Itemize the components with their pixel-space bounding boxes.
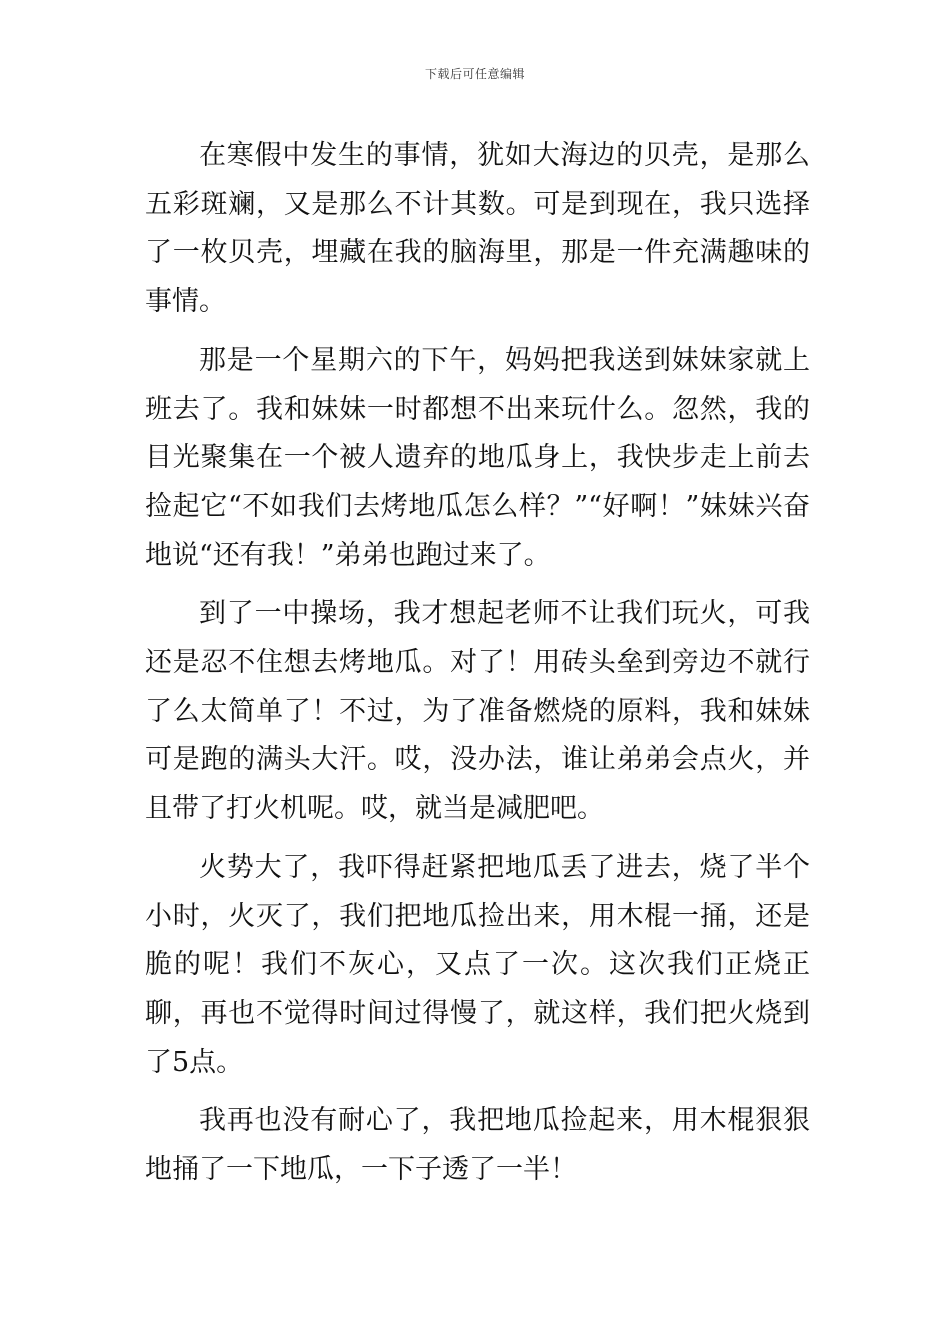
- paragraph-2: 那是一个星期六的下午，妈妈把我送到妹妹家就上班去了。我和妹妹一时都想不出来玩什么。忽然，我的目光聚集在一个被人遗弃的地瓜身上，我快步走上前去捡起它“不如我们去烤地瓜怎么样？”“好啊！”妹妹兴奋地说“还有我！”弟弟也跑过来了。: [145, 344, 810, 571]
- paragraph-1: 在寒假中发生的事情，犹如大海边的贝壳，是那么五彩斑斓，又是那么不计其数。可是到现在，我只选择了一枚贝壳，埋藏在我的脑海里，那是一件充满趣味的事情。: [145, 140, 810, 318]
- paragraph-4: 火势大了，我吓得赶紧把地瓜丢了进去，烧了半个小时，火灭了，我们把地瓜捡出来，用木棍一捅，还是脆的呢！我们不灰心，又点了一次。这次我们正烧正聊，再也不觉得时间过得慢了，就这样，我们把火烧到了5点。: [145, 851, 810, 1078]
- paragraph-3: 到了一中操场，我才想起老师不让我们玩火，可我还是忍不住想去烤地瓜。对了！用砖头垒到旁边不就行了么太简单了！不过，为了准备燃烧的原料，我和妹妹可是跑的满头大汗。哎，没办法，谁让弟弟会点火，并且带了打火机呢。哎，就当是减肥吧。: [145, 598, 810, 825]
- page-header: 下载后可任意编辑: [424, 67, 525, 81]
- document-body: [145, 132, 810, 1205]
- paragraph-5: 我再也没有耐心了，我把地瓜捡起来，用木棍狠狠地捅了一下地瓜，一下子透了一半！: [145, 1105, 810, 1186]
